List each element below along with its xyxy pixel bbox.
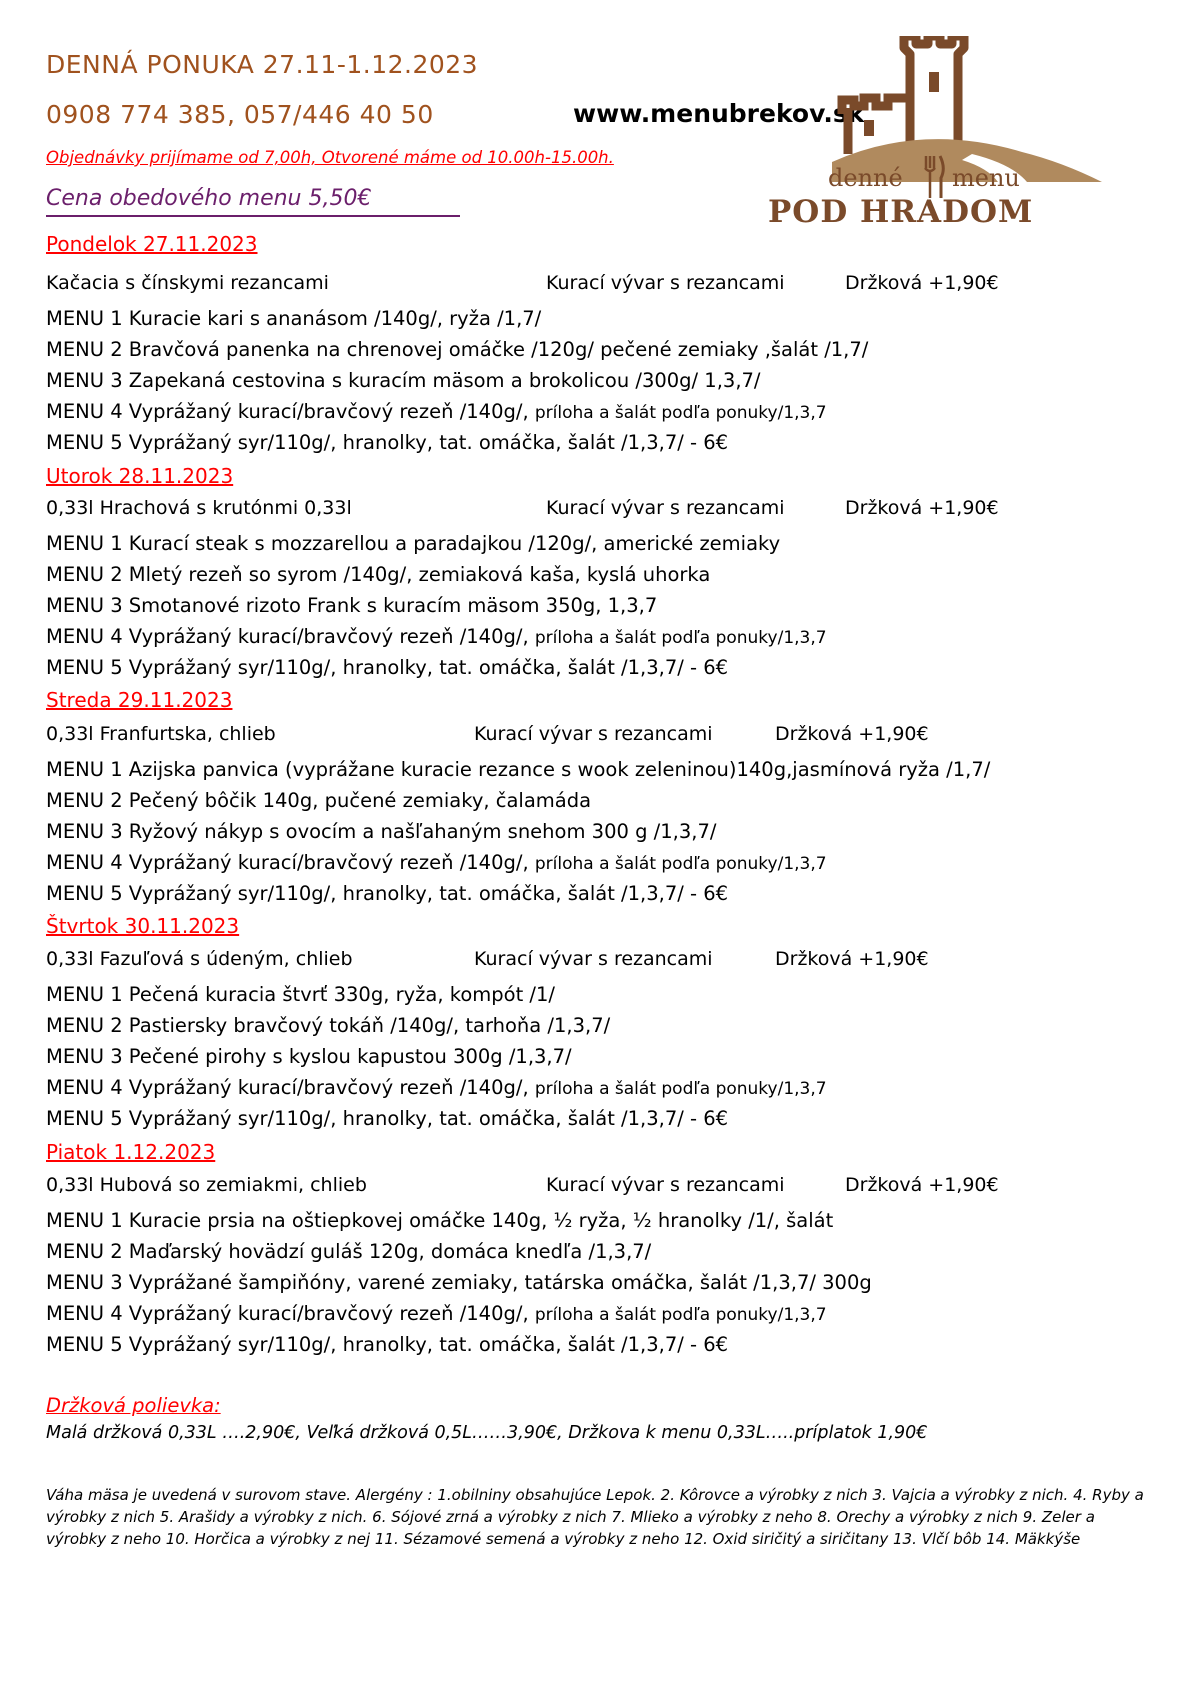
menu-item: MENU 1 Kuracie prsia na oštiepkovej omáčke 140g, ½ ryža, ½ hranolky /1/, šalát xyxy=(46,1209,834,1232)
menu-item: MENU 1 Kurací steak s mozzarellou a paradajkou /120g/, americké zemiaky xyxy=(46,532,781,555)
soup-1: Kačacia s čínskymi rezancami xyxy=(46,272,329,294)
soup-3: Držková +1,90€ xyxy=(845,272,999,294)
day-heading: Pondelok 27.11.2023 xyxy=(46,232,258,256)
day-heading: Štvrtok 30.11.2023 xyxy=(46,914,240,938)
tripe-soup-heading: Držková polievka: xyxy=(46,1394,221,1417)
website-link[interactable]: www.menubrekov.sk xyxy=(573,99,865,128)
menu-item: MENU 2 Mletý rezeň so syrom /140g/, zemiaková kaša, kyslá uhorka xyxy=(46,563,711,586)
menu-item: MENU 3 Vyprážané šampiňóny, varené zemiaky, tatárska omáčka, šalát /1,3,7/ 300g xyxy=(46,1271,872,1294)
menu-item: MENU 5 Vyprážaný syr/110g/, hranolky, tat. omáčka, šalát /1,3,7/ - 6€ xyxy=(46,1333,729,1356)
menu-item: MENU 3 Zapekaná cestovina s kuracím mäsom a brokolicou /300g/ 1,3,7/ xyxy=(46,369,761,392)
menu-item-side: príloha a šalát podľa ponuky/1,3,7 xyxy=(534,1079,827,1099)
menu-item: MENU 2 Bravčová panenka na chrenovej omáčke /120g/ pečené zemiaky ,šalát /1,7/ xyxy=(46,338,869,361)
menu-item: MENU 2 Pečený bôčik 140g, pučené zemiaky, čalamáda xyxy=(46,789,592,812)
menu-item-main: MENU 4 Vyprážaný kurací/bravčový rezeň /140g/, xyxy=(46,1302,529,1325)
opening-hours: Objednávky prijímame od 7,00h, Otvorené máme od 10.00h-15.00h. xyxy=(46,148,614,167)
soup-2: Kurací vývar s rezancami xyxy=(546,497,785,519)
soup-3: Držková +1,90€ xyxy=(845,497,999,519)
logo-text-denne: denné xyxy=(828,164,903,192)
price-underline xyxy=(46,215,460,217)
day-heading: Utorok 28.11.2023 xyxy=(46,464,234,488)
soup-2: Kurací vývar s rezancami xyxy=(546,272,785,294)
day-heading: Streda 29.11.2023 xyxy=(46,688,233,712)
menu-item: MENU 2 Pastiersky bravčový tokáň /140g/, tarhoňa /1,3,7/ xyxy=(46,1014,611,1037)
logo-text-pod-hradom: POD HRADOM xyxy=(768,194,1034,230)
restaurant-logo xyxy=(768,36,1174,246)
menu-item: MENU 5 Vyprážaný syr/110g/, hranolky, tat. omáčka, šalát /1,3,7/ - 6€ xyxy=(46,656,729,679)
menu-item-side: príloha a šalát podľa ponuky/1,3,7 xyxy=(534,628,827,648)
menu-item xyxy=(46,1076,827,1099)
allergen-note: Váha mäsa je uvedená v surovom stave. Alergény : 1.obilniny obsahujúce Lepok. 2. Kôrovce a výrobky z nich 3. Vajcia a výrobky z nich. 4. Ryby a výrobky z nich 5. Arašidy a výrobky z nich. 6. Sójové zrná a výrobky z nich 7. Mlieko a výrobky z neho 8. Orechy a výrobky z nich 9. Zeler a výrobky z neho 10. Horčica a výrobky z nej 11. Sézamové semená a výrobky z neho 12. Oxid siričitý a siričitany 13. Vlčí bôb 14. Mäkkýše xyxy=(46,1486,1144,1548)
logo-text-menu: menu xyxy=(952,164,1020,192)
soup-2: Kurací vývar s rezancami xyxy=(474,723,713,745)
soup-1: 0,33l Hrachová s krutónmi 0,33l xyxy=(46,497,352,519)
day-heading: Piatok 1.12.2023 xyxy=(46,1140,216,1164)
menu-item-side: príloha a šalát podľa ponuky/1,3,7 xyxy=(534,1305,827,1325)
menu-item: MENU 2 Maďarský hovädzí guláš 120g, domáca knedľa /1,3,7/ xyxy=(46,1240,652,1263)
menu-item-main: MENU 4 Vyprážaný kurací/bravčový rezeň /140g/, xyxy=(46,1076,529,1099)
menu-item: MENU 1 Kuracie kari s ananásom /140g/, ryža /1,7/ xyxy=(46,307,542,330)
soup-3: Držková +1,90€ xyxy=(775,723,929,745)
menu-item-main: MENU 4 Vyprážaný kurací/bravčový rezeň /140g/, xyxy=(46,625,529,648)
menu-item-side: príloha a šalát podľa ponuky/1,3,7 xyxy=(534,854,827,874)
menu-item-main: MENU 4 Vyprážaný kurací/bravčový rezeň /140g/, xyxy=(46,851,529,874)
menu-item: MENU 5 Vyprážaný syr/110g/, hranolky, tat. omáčka, šalát /1,3,7/ - 6€ xyxy=(46,1107,729,1130)
phone-numbers: 0908 774 385, 057/446 40 50 xyxy=(46,100,434,129)
menu-item: MENU 3 Smotanové rizoto Frank s kuracím mäsom 350g, 1,3,7 xyxy=(46,594,658,617)
menu-item xyxy=(46,625,827,648)
menu-item: MENU 3 Pečené pirohy s kyslou kapustou 300g /1,3,7/ xyxy=(46,1045,572,1068)
menu-item xyxy=(46,851,827,874)
soup-1: 0,33l Hubová so zemiakmi, chlieb xyxy=(46,1174,367,1196)
soup-2: Kurací vývar s rezancami xyxy=(474,948,713,970)
menu-price: Cena obedového menu 5,50€ xyxy=(46,186,372,211)
menu-item: MENU 1 Azijska panvica (vyprážane kuracie rezance s wook zeleninou)140g,jasmínová ryža /1,7/ xyxy=(46,758,991,781)
menu-item: MENU 5 Vyprážaný syr/110g/, hranolky, tat. omáčka, šalát /1,3,7/ - 6€ xyxy=(46,431,729,454)
tripe-soup-prices: Malá držková 0,33L ….2,90€, Veľká držková 0,5L……3,90€, Držkova k menu 0,33L…..príplatok 1,90€ xyxy=(46,1423,928,1443)
menu-item: MENU 5 Vyprážaný syr/110g/, hranolky, tat. omáčka, šalát /1,3,7/ - 6€ xyxy=(46,882,729,905)
soup-1: 0,33l Fazuľová s údeným, chlieb xyxy=(46,948,353,970)
menu-item: MENU 1 Pečená kuracia štvrť 330g, ryža, kompót /1/ xyxy=(46,983,555,1006)
menu-item-main: MENU 4 Vyprážaný kurací/bravčový rezeň /140g/, xyxy=(46,400,529,423)
menu-item-side: príloha a šalát podľa ponuky/1,3,7 xyxy=(534,403,827,423)
soup-1: 0,33l Franfurtska, chlieb xyxy=(46,723,276,745)
menu-item xyxy=(46,1302,827,1325)
page-title: DENNÁ PONUKA 27.11-1.12.2023 xyxy=(46,50,479,79)
menu-item xyxy=(46,400,827,423)
soup-3: Držková +1,90€ xyxy=(775,948,929,970)
soup-3: Držková +1,90€ xyxy=(845,1174,999,1196)
menu-item: MENU 3 Ryžový nákyp s ovocím a našľahaným snehom 300 g /1,3,7/ xyxy=(46,820,717,843)
soup-2: Kurací vývar s rezancami xyxy=(546,1174,785,1196)
